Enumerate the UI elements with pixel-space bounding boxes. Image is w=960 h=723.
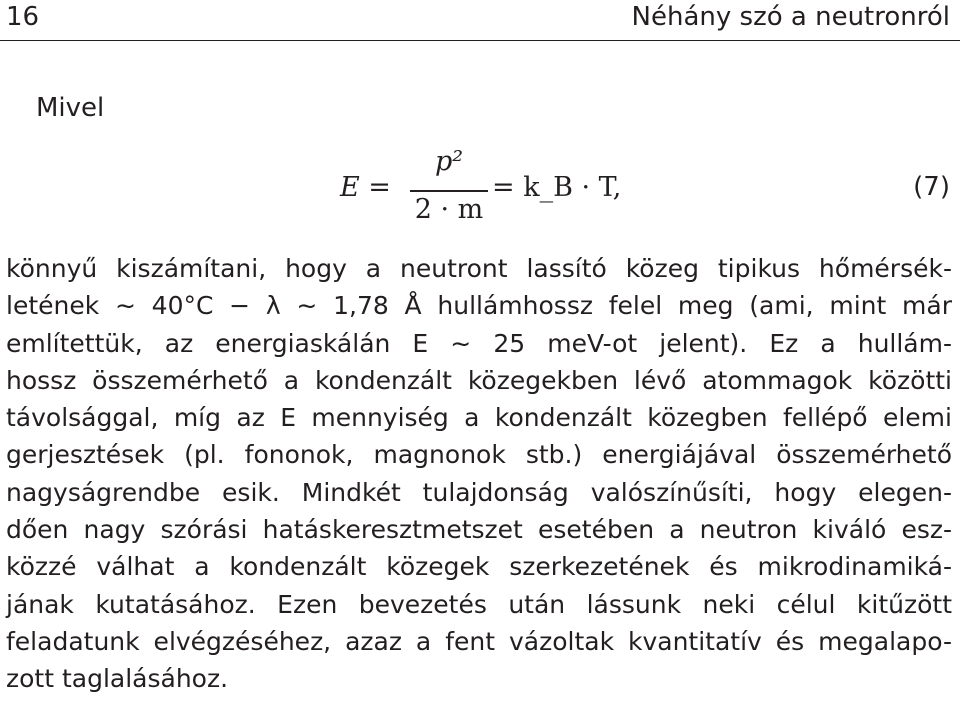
paragraph-line: közzé válhat a kondenzált közegek szerkezetének és mikrodinamiká-	[6, 552, 952, 582]
paragraph-line: letének ∼ 40°C − λ ∼ 1,78 Å hullámhossz felel meg (ami, mint már	[6, 291, 952, 321]
body-paragraph	[6, 250, 952, 698]
paragraph-line: hossz összemérhető a kondenzált közegekben lévő atommagok közötti	[6, 365, 952, 395]
intro-word: Mivel	[36, 93, 105, 123]
equation-lhs: E =	[340, 172, 391, 203]
equation-7	[0, 142, 960, 232]
paragraph-line: könnyű kiszámítani, hogy a neutront lassító közeg tipikus hőmérsék-	[6, 254, 952, 283]
running-title: Néhány szó a neutronról	[631, 2, 950, 32]
equation-number: (7)	[913, 172, 950, 202]
paragraph-line: nagyságrendbe esik. Mindkét tulajdonság valószínűsíti, hogy elegen-	[6, 477, 952, 507]
equation-rhs: = k_B · T,	[492, 172, 622, 203]
fraction-denominator: 2 · m	[414, 194, 484, 225]
paragraph-line: gerjesztések (pl. fononok, magnonok stb.) energiájával összemérhető	[6, 440, 952, 470]
paragraph-line: zott taglalásához.	[6, 664, 229, 694]
paragraph-line: dően nagy szórási hatáskeresztmetszet esetében a neutron kiváló esz-	[6, 515, 952, 545]
paragraph-line: jának kutatásához. Ezen bevezetés után lássunk neki célul kitűzött	[6, 589, 952, 619]
fraction-numerator: p²	[434, 146, 464, 177]
equation-fraction	[410, 142, 488, 232]
fraction-bar	[410, 190, 488, 192]
paragraph-line: feladatunk elvégzéséhez, azaz a fent vázoltak kvantitatív és megalapo-	[6, 626, 952, 656]
paragraph-line: említettük, az energiaskálán E ∼ 25 meV-ot jelent). Ez a hullám-	[6, 328, 952, 358]
paragraph-line: távolsággal, míg az E mennyiség a kondenzált közegben fellépő elemi	[6, 403, 952, 433]
page-number: 16	[6, 2, 40, 32]
page-header	[0, 0, 960, 41]
